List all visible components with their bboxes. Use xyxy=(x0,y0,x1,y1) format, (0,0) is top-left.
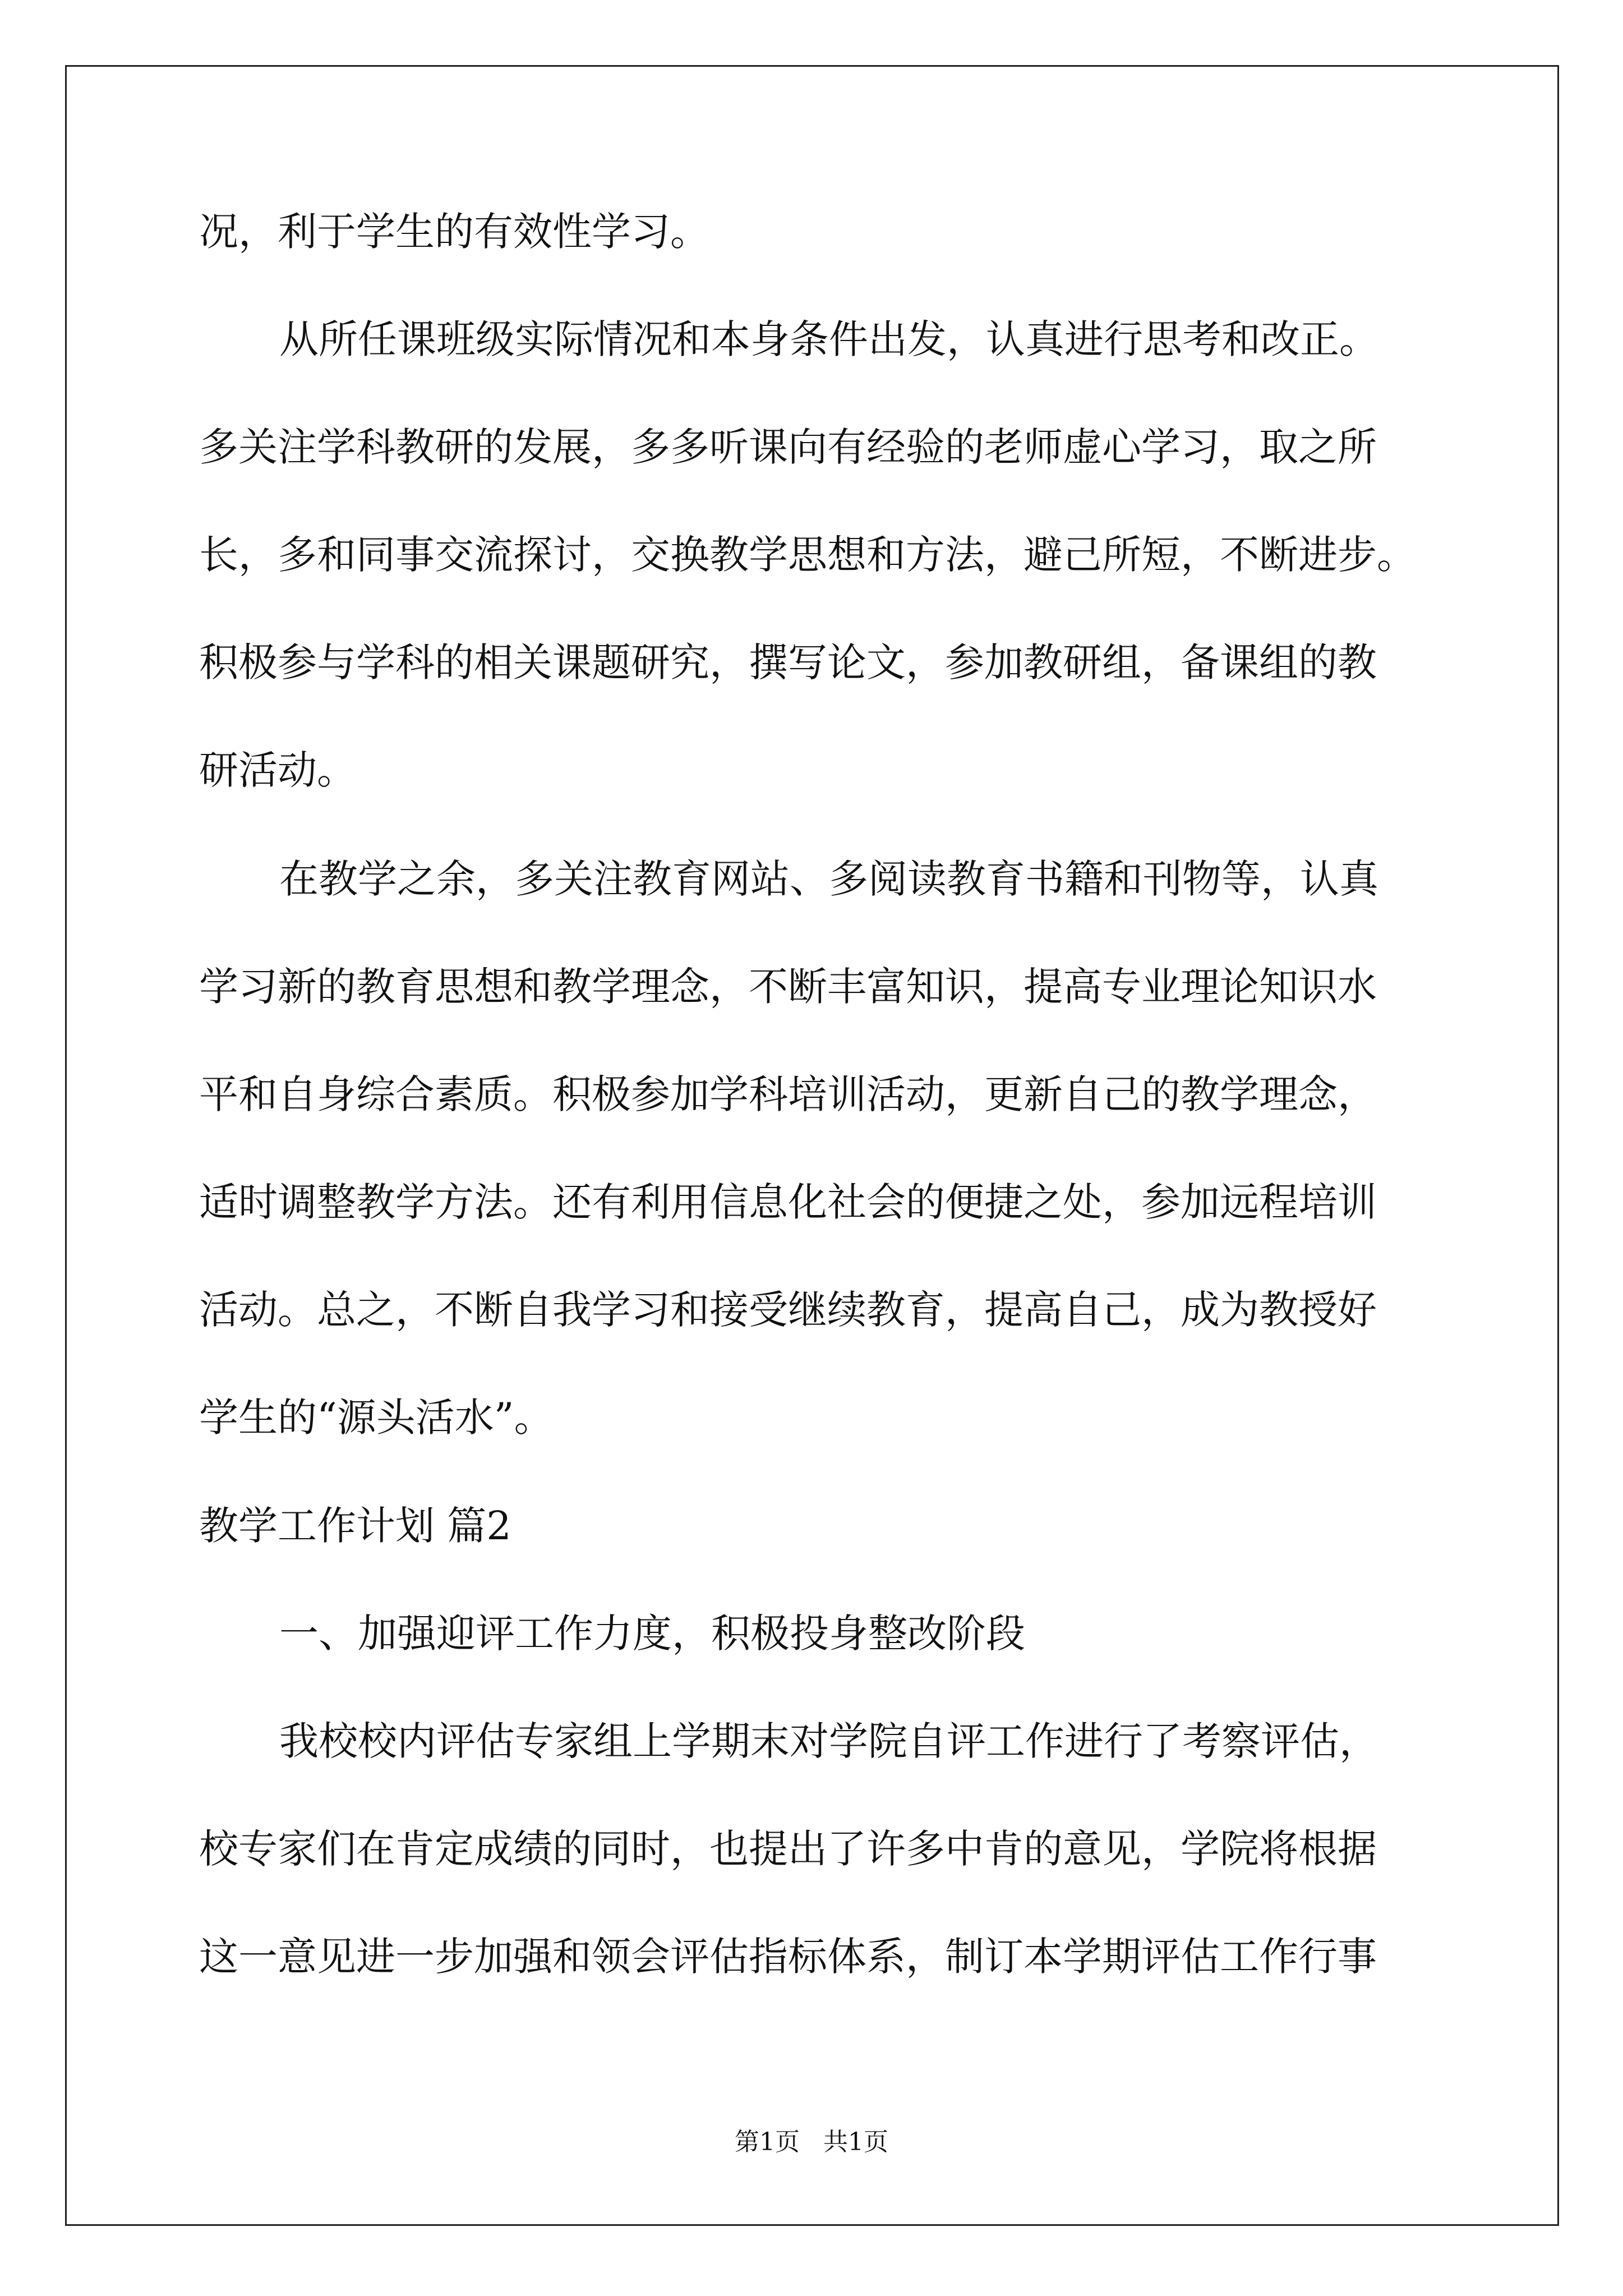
text-line-3: 多关注学科教研的发展，多多听课向有经验的老师虚心学习，取之所 xyxy=(199,424,1377,470)
page-border xyxy=(65,65,1559,2226)
text-line-11: 活动。总之，不断自我学习和接受继续教育，提高自己，成为教授好 xyxy=(199,1287,1377,1333)
text-line-17: 这一意见进一步加强和领会评估指标体系，制订本学期评估工作行事 xyxy=(199,1934,1377,1980)
text-line-9: 平和自身综合素质。积极参加学科培训活动，更新自己的教学理念， xyxy=(199,1071,1377,1117)
text-line-7: 在教学之余，多关注教育网站、多阅读教育书籍和刊物等，认真 xyxy=(279,856,1378,902)
text-line-2: 从所任课班级实际情况和本身条件出发，认真进行思考和改正。 xyxy=(279,316,1378,362)
text-line-8: 学习新的教育思想和教学理念，不断丰富知识，提高专业理论知识水 xyxy=(199,964,1377,1010)
text-line-12: 学生的“源头活水”。 xyxy=(199,1395,554,1441)
text-line-4: 长，多和同事交流探讨，交换教学思想和方法，避己所短，不断进步。 xyxy=(199,532,1416,578)
text-line-1: 况，利于学生的有效性学习。 xyxy=(199,209,709,255)
text-line-15: 我校校内评估专家组上学期末对学院自评工作进行了考察评估， xyxy=(279,1718,1378,1764)
text-line-16: 校专家们在肯定成绩的同时，也提出了许多中肯的意见，学院将根据 xyxy=(199,1826,1377,1872)
text-line-5: 积极参与学科的相关课题研究，撰写论文，参加教研组，备课组的教 xyxy=(199,639,1377,685)
text-line-14: 一、加强迎评工作力度，积极投身整改阶段 xyxy=(279,1611,1025,1657)
text-line-10: 适时调整教学方法。还有利用信息化社会的便捷之处，参加远程培训 xyxy=(199,1179,1377,1225)
page-footer: 第1页 共1页 xyxy=(735,2128,888,2156)
text-line-6: 研活动。 xyxy=(199,747,356,793)
section-heading: 教学工作计划 篇2 xyxy=(199,1503,511,1549)
